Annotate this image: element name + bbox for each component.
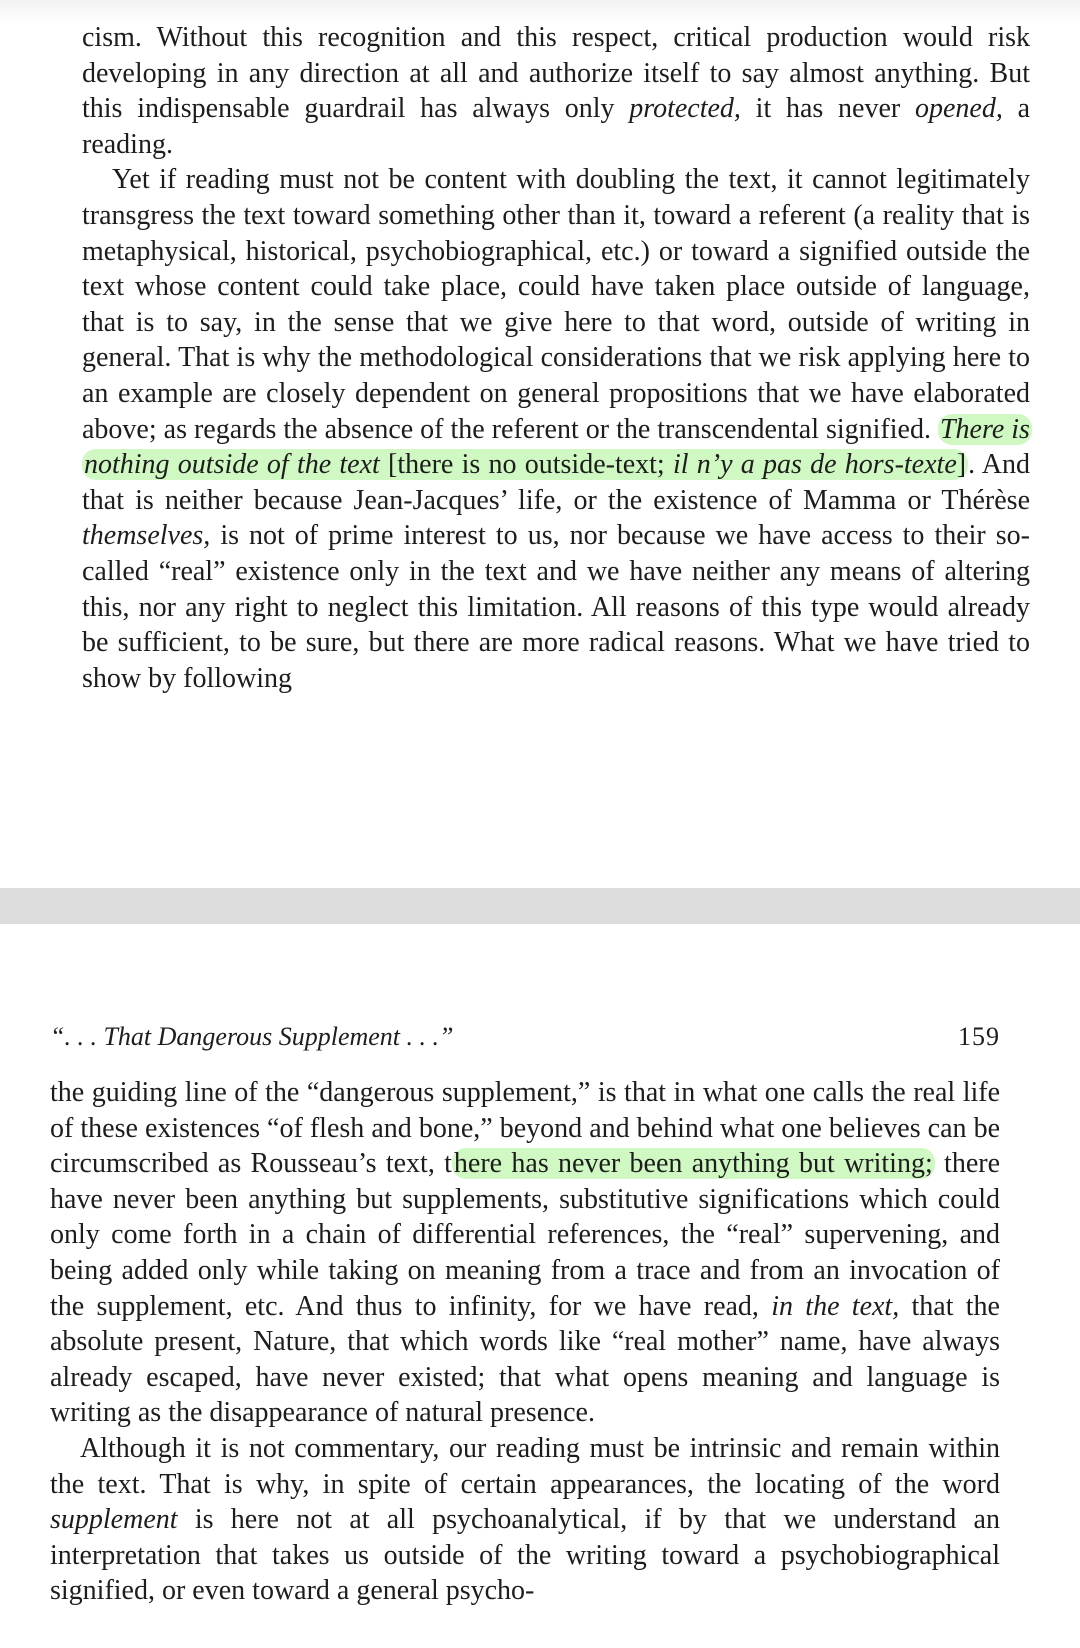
text-run: that the absolute present, Nature, that which words like “real mother” name, have always already escaped, have never existed; that what opens meaning and language is writing as the disappearance of natural presence. bbox=[50, 1290, 1000, 1429]
running-head-title: “. . . That Dangerous Supplement . . .” bbox=[50, 1022, 454, 1051]
text-run: Yet if reading must not be content with doubling the text, it cannot legitimately transgress the text toward something other than it, toward a referent (a reality that is metaphysical, historical, psychobiographical, etc.) or toward a signified outside the text whose content could take place, could have taken place outside of language, that is to say, in the sense that we give here to that word, outside of writing in general. That is why the methodological considerations that we risk applying here to an example are closely dependent on general propositions that we have elaborated above; as regards the absence of the referent or the transcendental signified. bbox=[82, 164, 1030, 445]
text-run: Although it is not commentary, our reading must be intrinsic and remain within the text. That is why, in spite of certain appearances, the locating of the word bbox=[50, 1432, 1000, 1500]
italic-run: opened, bbox=[914, 93, 1003, 125]
italic-run: protected, bbox=[629, 93, 741, 125]
page-separator bbox=[0, 888, 1080, 924]
top-page-text bbox=[82, 20, 1030, 696]
highlight-annotation[interactable]: here has never been anything but writing; bbox=[453, 1148, 933, 1180]
italic-run: supplement bbox=[50, 1504, 178, 1536]
text-run: is here not at all psychoanalytical, if by that we understand an interpretation that takes us outside of the writing toward a psychobiographical signified, or even toward a general psycho- bbox=[50, 1504, 1000, 1607]
italic-run: themselves, bbox=[82, 520, 211, 552]
bottom-paragraph-2 bbox=[50, 1431, 1000, 1609]
page-number: 159 bbox=[958, 1022, 1000, 1051]
top-paragraph-2 bbox=[82, 162, 1030, 696]
text-run: . And that is neither because Jean-Jacques’ life, or the existence of Mamma or Thérèse bbox=[82, 449, 1030, 516]
top-paragraph-1 bbox=[82, 20, 1030, 162]
text-run: a reading. bbox=[82, 93, 1030, 160]
text-run: there have never been anything but supplements, substitutive significations which could only come forth in a chain of differential references, the “real” supervening, and being added only while taking on meaning from a trace and from an invocation of the supplement, etc. And thus to infinity, for we have read, bbox=[50, 1148, 1001, 1322]
bottom-paragraph-1 bbox=[50, 1075, 1000, 1431]
text-run: the guiding line of the “dangerous supplement,” is that in what one calls the real life of these existences “of flesh and bone,” beyond and behind what one believes can be circumscribed as Rousseau’s text, t bbox=[50, 1077, 1000, 1180]
text-run: is not of prime interest to us, nor because we have access to their so-called “real” existence only in the text and we have neither any means of altering this, nor any right to neglect this limitation. All reasons of this type would already be sufficient, to be sure, but there are more radical reasons. What we have tried to show by following bbox=[82, 520, 1030, 694]
text-run: [there is no outside-text; bbox=[379, 449, 673, 481]
italic-run: in the text, bbox=[771, 1290, 900, 1322]
italic-run: il n’y a pas de hors-texte bbox=[672, 449, 957, 481]
text-run: ] bbox=[956, 449, 967, 481]
italic-run: There is nothing outside of the text bbox=[84, 413, 1030, 481]
text-run: it has never bbox=[740, 93, 915, 125]
bottom-page-text bbox=[50, 1075, 1000, 1609]
running-head bbox=[50, 1022, 1000, 1058]
text-run: cism. Without this recognition and this respect, critical production would risk developing in any direction at all and authorize itself to say almost anything. But this indispensable guardrail has always only bbox=[82, 22, 1030, 125]
